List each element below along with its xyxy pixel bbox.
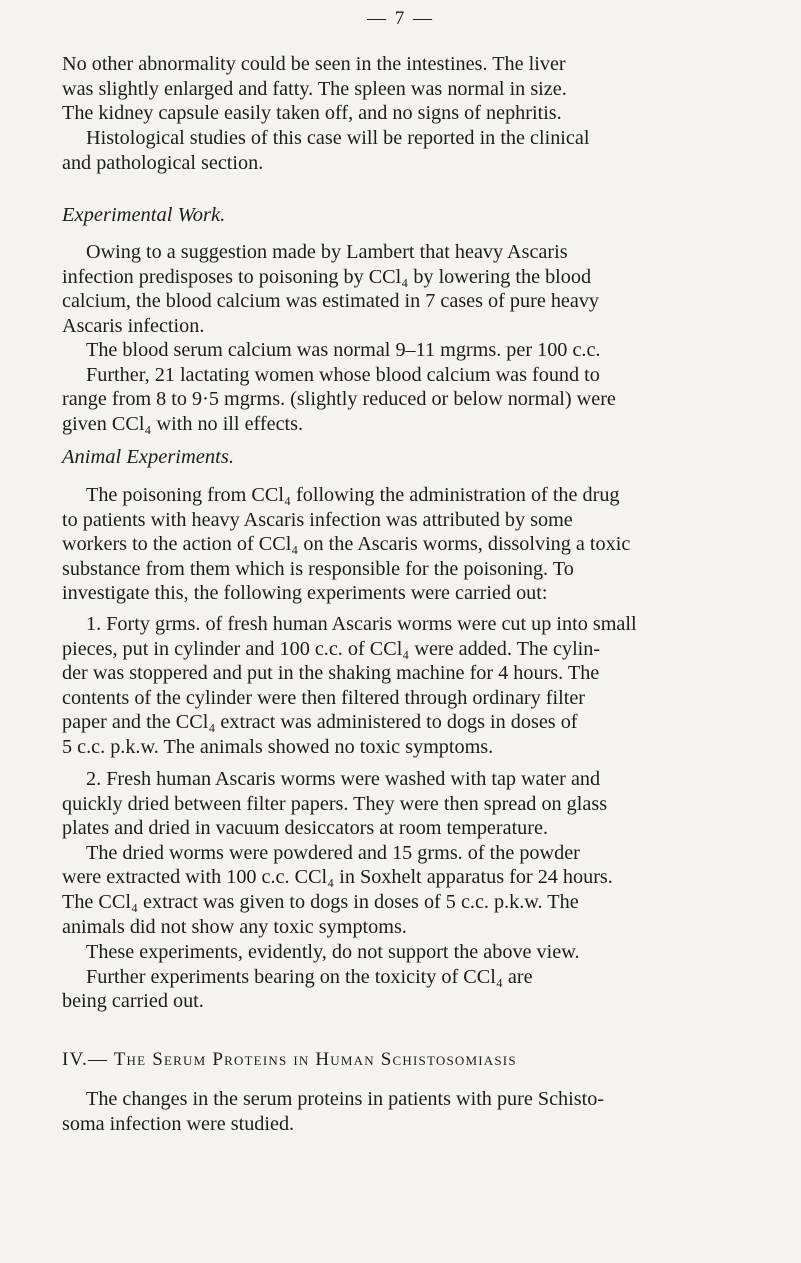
paragraph-poisoning bbox=[62, 483, 757, 606]
paragraph-conclusion bbox=[62, 940, 757, 1014]
text-line: These experiments, evidently, do not support the above view. bbox=[86, 941, 580, 963]
paragraph-blood-calcium bbox=[62, 338, 757, 436]
text-line: plates and dried in vacuum desiccators at room temperature. bbox=[62, 817, 548, 840]
section-title-iv: IV.— The Serum Proteins in Human Schistosomiasis bbox=[62, 1049, 517, 1070]
text-line: Histological studies of this case will be reported in the clinical bbox=[86, 127, 590, 149]
paragraph-histological bbox=[62, 126, 757, 175]
text-line: Owing to a suggestion made by Lambert that heavy Ascaris bbox=[86, 241, 568, 263]
text-line: The dried worms were powdered and 15 grms. of the powder bbox=[86, 841, 580, 864]
text-line: calcium, the blood calcium was estimated in 7 cases of pure heavy bbox=[62, 290, 600, 313]
paragraph-lambert-suggestion bbox=[62, 240, 757, 338]
text-line: der was stoppered and put in the shaking machine for 4 hours. The bbox=[62, 662, 600, 685]
text-line: The CCl₄ extract was given to dogs in doses of 5 c.c. p.k.w. The bbox=[62, 890, 579, 913]
text-line: pieces, put in cylinder and 100 c.c. of CCl₄ were added. The cylin- bbox=[62, 637, 601, 660]
text-line: The blood serum calcium was normal 9–11 mgrms. per 100 c.c. bbox=[86, 339, 601, 361]
heading-experimental-work: Experimental Work. bbox=[62, 204, 226, 226]
text-line: investigate this, the following experiments were carried out: bbox=[62, 582, 548, 605]
text-line: were extracted with 100 c.c. CCl₄ in Soxhelt apparatus for 24 hours. bbox=[62, 866, 613, 889]
text-line: 1. Forty grms. of fresh human Ascaris worms were cut up into small bbox=[86, 613, 637, 635]
paragraph-experiment-1 bbox=[62, 612, 757, 760]
text-line: substance from them which is responsible for the poisoning. To bbox=[62, 557, 574, 580]
text-line: Further experiments bearing on the toxicity of CCl₄ are bbox=[86, 965, 533, 988]
page-number: — 7 — bbox=[367, 8, 434, 29]
text-line: animals did not show any toxic symptoms. bbox=[62, 915, 407, 938]
text-line: and pathological section. bbox=[62, 151, 264, 174]
text-line: 2. Fresh human Ascaris worms were washed with tap water and bbox=[86, 768, 601, 790]
text-line: being carried out. bbox=[62, 990, 204, 1013]
text-line: contents of the cylinder were then filtered through ordinary filter bbox=[62, 686, 586, 709]
text-line: given CCl₄ with no ill effects. bbox=[62, 412, 304, 435]
text-line: 5 c.c. p.k.w. The animals showed no toxic symptoms. bbox=[62, 735, 494, 758]
text-line: The kidney capsule easily taken off, and no signs of nephritis. bbox=[62, 102, 562, 125]
text-line: Further, 21 lactating women whose blood calcium was found to bbox=[86, 363, 600, 386]
paragraph-intestines bbox=[62, 52, 757, 126]
text-line: paper and the CCl₄ extract was administered to dogs in doses of bbox=[62, 711, 578, 734]
text-line: The changes in the serum proteins in patients with pure Schisto- bbox=[86, 1088, 605, 1110]
text-line: Ascaris infection. bbox=[62, 314, 205, 337]
text-line: quickly dried between filter papers. They were then spread on glass bbox=[62, 792, 608, 815]
text-line: No other abnormality could be seen in the intestines. The liver bbox=[62, 53, 566, 75]
text-line: workers to the action of CCl₄ on the Ascaris worms, dissolving a toxic bbox=[62, 533, 631, 556]
heading-animal-experiments: Animal Experiments. bbox=[62, 446, 234, 468]
text-line: to patients with heavy Ascaris infection was attributed by some bbox=[62, 508, 573, 531]
text-line: soma infection were studied. bbox=[62, 1112, 295, 1135]
text-line: The poisoning from CCl₄ following the administration of the drug bbox=[86, 484, 620, 506]
text-line: infection predisposes to poisoning by CCl₄ by lowering the blood bbox=[62, 265, 592, 288]
paragraph-experiment-2 bbox=[62, 767, 757, 939]
text-line: range from 8 to 9·5 mgrms. (slightly reduced or below normal) were bbox=[62, 388, 616, 411]
paragraph-serum-proteins bbox=[62, 1087, 757, 1136]
text-line: was slightly enlarged and fatty. The spleen was normal in size. bbox=[62, 77, 567, 100]
